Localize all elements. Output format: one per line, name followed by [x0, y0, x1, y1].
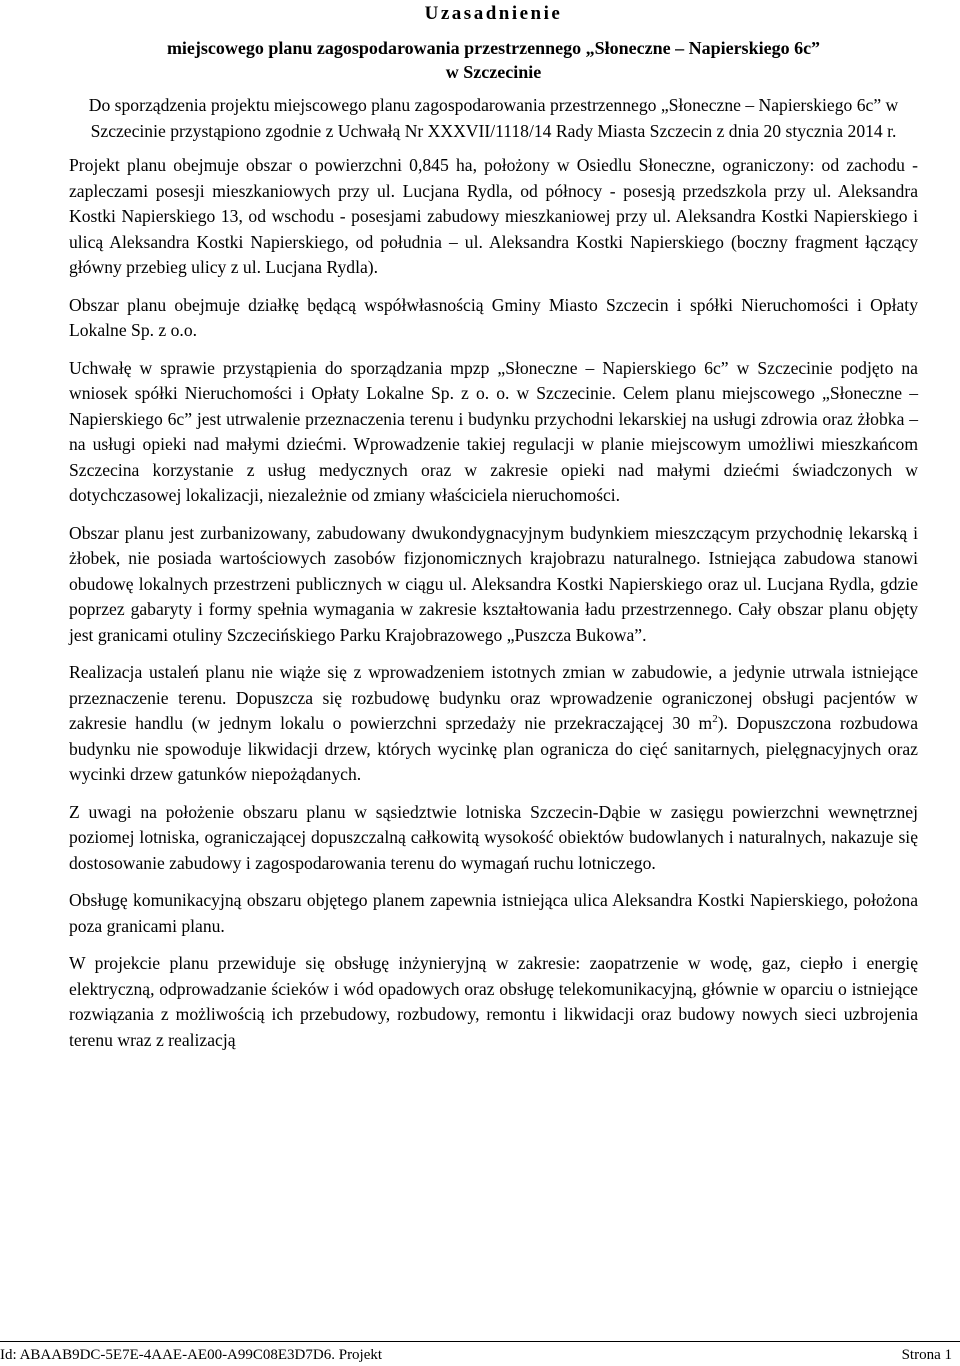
footer-divider — [0, 1341, 960, 1342]
paragraph-2: Projekt planu obejmuje obszar o powierzchni 0,845 ha, położony w Osiedlu Słoneczne, ograniczony: od zachodu - zapleczami posesji mieszkaniowych przy ul. Lucjana Rydla, od północy - posesją przedszkola przy ul. Aleksandra Kostki Napierskiego 13, od wschodu - posesjami zabudowy mieszkaniowej przy ul. Aleksandra Kostki Napierskiego i ulicą Aleksandra Kostki Napierskiego, od południa – ul. Aleksandra Kostki Napierskiego (boczny fragment łączący główny przebieg ulicy z ul. Lucjana Rydla). — [69, 155, 918, 277]
paragraph-5: Obszar planu jest zurbanizowany, zabudowany dwukondygnacyjnym budynkiem mieszczącym przychodnię lekarską i żłobek, nie posiada wartościowych zasobów fizjonomicznych krajobrazu naturalnego. Istniejąca zabudowa stanowi obudowę lokalnych przestrzeni publicznych w ciągu ul. Aleksandra Kostki Napierskiego oraz ul. Lucjana Rydla, gdzie poprzez gabaryty i formy spełnia wymagania w zakresie kształtowania ładu przestrzennego. Cały obszar planu objęty jest granicami otuliny Szczecińskiego Parku Krajobrazowego „Puszcza Bukowa”. — [69, 522, 918, 645]
paragraph-7: Z uwagi na położenie obszaru planu w sąsiedztwie lotniska Szczecin-Dąbie w zasięgu powierzchni wewnętrznej poziomej lotniska, ograniczającej dopuszczalną całkowitą wysokość obiektów budowlanych i naturalnych, nakazuje się dostosowanie zabudowy i zagospodarowania terenu do wymagań ruchu lotniczego. — [69, 801, 918, 873]
subtitle-line-1: miejscowego planu zagospodarowania przestrzennego „Słoneczne – Napierskiego 6c” — [166, 38, 821, 58]
page-number: Strona 1 — [901, 1347, 952, 1363]
document-id: Id: ABAAB9DC-5E7E-4AAE-AE00-A99C08E3D7D6. Projekt — [0, 1347, 383, 1363]
paragraph-4: Uchwałę w sprawie przystąpienia do sporządzania mpzp „Słoneczne – Napierskiego 6c” w Szczecinie podjęto na wniosek spółki Nieruchomości i Opłaty Lokalne Sp. z o. o. w Szczecinie. Celem planu miejscowego „Słoneczne – Napierskiego 6c” jest utrwalenie przeznaczenia terenu i budynku przychodni lekarskiej na usługi zdrowia oraz żłobka – na usługi opieki nad małymi dziećmi. Wprowadzenie takiej regulacji w planie miejscowym umożliwi mieszkańcom Szczecina korzystanie z usług medycznych oraz w zakresie opieki nad małymi dziećmi świadczonych w dotychczasowej lokalizacji, niezależnie od zmiany właściciela nieruchomości. — [69, 357, 918, 505]
document-title: Uzasadnienie — [424, 3, 563, 24]
paragraph-6-text-b: ). Dopuszczona rozbudowa budynku nie spowoduje likwidacji drzew, których wycinkę plan ogranicza do cięć sanitarnych, pielęgnacyjnych oraz wycinki drzew gatunków niepożądanych. — [69, 713, 918, 784]
paragraph-6 — [69, 660, 918, 788]
paragraph-9: W projekcie planu przewiduje się obsługę inżynieryjną w zakresie: zaopatrzenie w wodę, gaz, ciepło i energię elektryczną, odprowadzanie ścieków i wód opadowych oraz obsługę telekomunikacyjną, głównie w oparciu o istniejące rozwiązania z możliwością ich przebudowy, rozbudowy, remontu i likwidacji oraz budowy nowych sieci uzbrojenia terenu wraz z realizacją — [69, 953, 918, 1050]
subtitle-line-2: w Szczecinie — [445, 62, 542, 82]
document-page — [69, 0, 918, 1065]
paragraph-3: Obszar planu obejmuje działkę będącą współwłasnością Gminy Miasto Szczecin i spółki Nieruchomości i Opłaty Lokalne Sp. z o.o. — [69, 294, 918, 340]
document-subtitle — [69, 36, 918, 84]
paragraph-6-text-a: Realizacja ustaleń planu nie wiąże się z wprowadzeniem istotnych zmian w zabudowie, a jedynie utrwala istniejące przeznaczenie terenu. Dopuszcza się rozbudowę budynku oraz wprowadzenie ograniczonej obsługi pacjentów w zakresie handlu (w jednym lokalu o powierzchni sprzedaży nie przekraczającej 30 m — [69, 662, 918, 733]
paragraph-1: Do sporządzenia projektu miejscowego planu zagospodarowania przestrzennego „Słoneczne – Napierskiego 6c” w Szczecinie przystąpiono zgodnie z Uchwałą Nr XXXVII/1118/14 Rady Miasta Szczecin z dnia 20 stycznia 2014 r. — [88, 95, 899, 141]
document-body — [69, 93, 918, 1053]
superscript-2: 2 — [712, 713, 718, 726]
paragraph-8: Obsługę komunikacyjną obszaru objętego planem zapewnia istniejąca ulica Aleksandra Kostki Napierskiego, położona poza granicami planu. — [69, 890, 918, 936]
